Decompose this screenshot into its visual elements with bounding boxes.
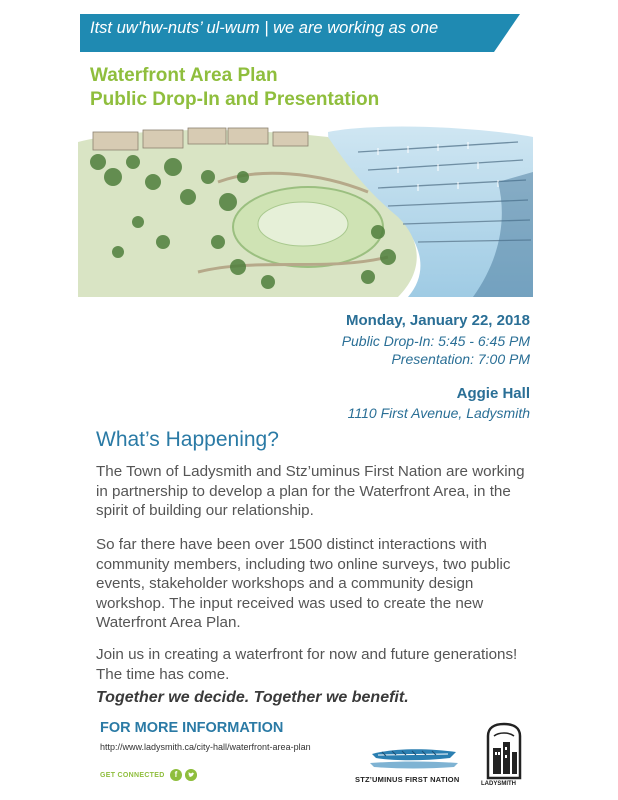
paragraph-2: So far there have been over 1500 distinct interactions with community members, including two online surveys, two public events, stakeholder workshops and a community design workshop. The input received was used to create the new Waterfront Area Plan. — [96, 536, 511, 631]
info-url-link[interactable]: http://www.ladysmith.ca/city-hall/waterfront-area-plan — [100, 742, 311, 752]
title-line-2: Public Drop-In and Presentation — [90, 89, 380, 110]
waterfront-illustration — [78, 122, 533, 297]
stzuminus-canoe-logo — [368, 742, 460, 770]
get-connected-label: GET CONNECTED — [100, 772, 165, 779]
tagline: Together we decide. Together we benefit. — [96, 689, 409, 706]
paragraph-3: Join us in creating a waterfront for now and future generations! The time has come. — [96, 646, 518, 683]
more-info-heading: FOR MORE INFORMATION — [100, 720, 284, 736]
section-heading: What’s Happening? — [96, 428, 279, 451]
twitter-icon[interactable] — [185, 769, 197, 781]
event-venue: Aggie Hall — [456, 385, 530, 402]
facebook-icon[interactable]: f — [170, 769, 182, 781]
first-nation-name: STZ’UMINUS FIRST NATION — [355, 775, 460, 784]
page-title — [90, 64, 379, 112]
banner-text: Itst uw’hw-nuts’ ul-wum | we are working as one — [90, 19, 439, 37]
event-dropin-time: Public Drop-In: 5:45 - 6:45 PM — [341, 333, 530, 349]
paragraph-1: The Town of Ladysmith and Stz’uminus First Nation are working in partnership to develop a plan for the Waterfront Area, in the spirit of building our relationship. — [96, 463, 525, 519]
title-line-1: Waterfront Area Plan — [90, 65, 278, 86]
event-date: Monday, January 22, 2018 — [346, 312, 530, 329]
event-address: 1110 First Avenue, Ladysmith — [347, 405, 530, 421]
ladysmith-logo — [484, 722, 524, 780]
event-presentation-time: Presentation: 7:00 PM — [391, 351, 530, 367]
ladysmith-name: LADYSMITH — [481, 781, 516, 787]
